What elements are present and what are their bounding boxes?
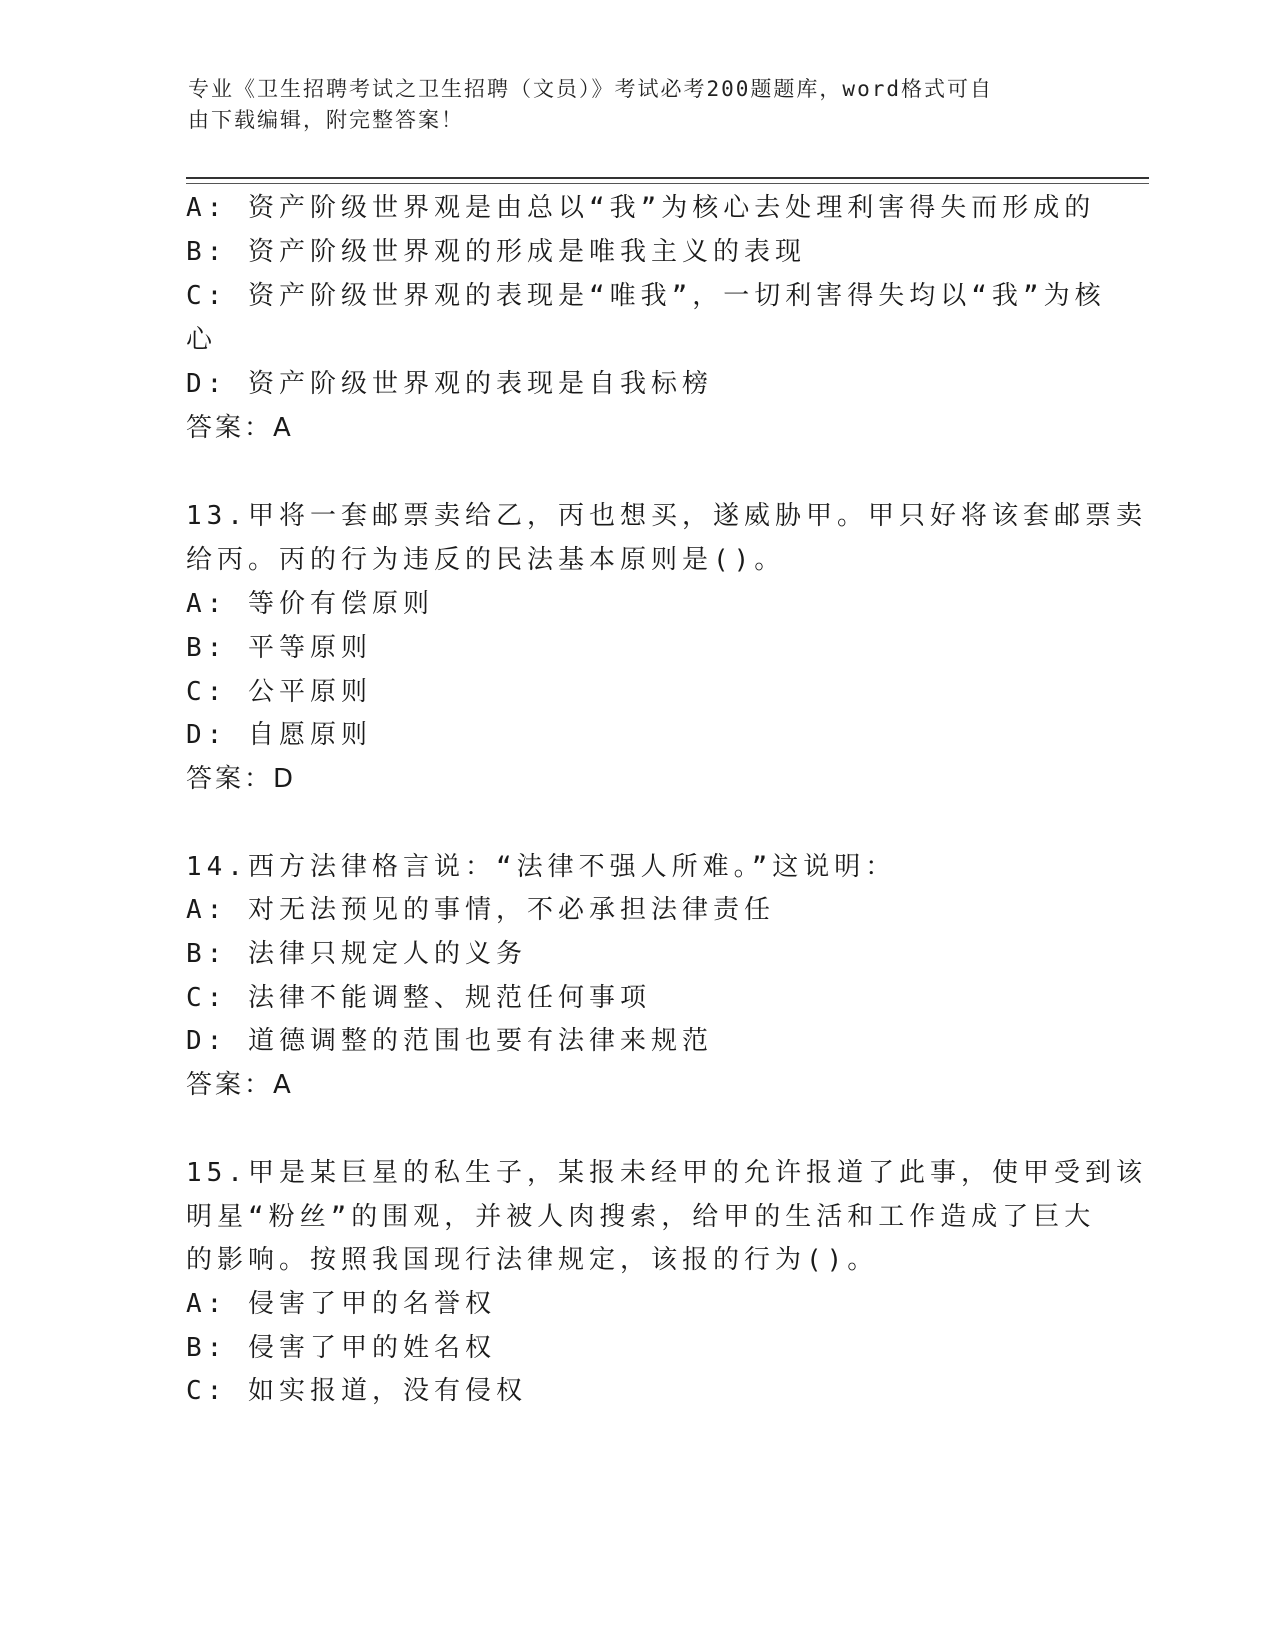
q14-option-b: B: 法律只规定人的义务	[186, 939, 527, 969]
q12-option-a: A: 资产阶级世界观是由总以“我”为核心去处理利害得失而形成的	[186, 193, 1096, 223]
q15-stem-line-2: 明星“粉丝”的围观，并被人肉搜索，给甲的生活和工作造成了巨大	[186, 1202, 1096, 1232]
q13-option-b: B: 平等原则	[186, 633, 372, 663]
q13-option-d: D: 自愿原则	[186, 720, 372, 750]
q13-stem-line-2: 给丙。丙的行为违反的民法基本原则是()。	[186, 545, 786, 575]
q15-option-c: C: 如实报道，没有侵权	[186, 1376, 527, 1406]
q12-option-c-line-2: 心	[186, 325, 218, 355]
q15-option-a: A: 侵害了甲的名誉权	[186, 1289, 496, 1319]
q14-stem: 14.西方法律格言说：“法律不强人所难。”这说明：	[186, 852, 897, 882]
q13-option-a: A: 等价有偿原则	[186, 589, 434, 619]
q14-option-a: A: 对无法预见的事情，不必承担法律责任	[186, 895, 775, 925]
q15-option-b: B: 侵害了甲的姓名权	[186, 1333, 496, 1363]
q14-answer: 答案：A	[186, 1070, 294, 1100]
q14-option-d: D: 道德调整的范围也要有法律来规范	[186, 1026, 713, 1056]
q12-option-d: D: 资产阶级世界观的表现是自我标榜	[186, 369, 713, 399]
q14-option-c: C: 法律不能调整、规范任何事项	[186, 983, 651, 1013]
q13-stem-line-1: 13.甲将一套邮票卖给乙，丙也想买，遂威胁甲。甲只好将该套邮票卖	[186, 501, 1147, 531]
q12-option-b: B: 资产阶级世界观的形成是唯我主义的表现	[186, 237, 806, 267]
document-header	[188, 74, 1068, 136]
q15-stem-line-1: 15.甲是某巨星的私生子，某报未经甲的允许报道了此事，使甲受到该	[186, 1158, 1147, 1188]
q12-answer: 答案：A	[186, 413, 294, 443]
q15-stem-line-3: 的影响。按照我国现行法律规定，该报的行为()。	[186, 1245, 879, 1275]
header-divider-thin	[186, 183, 1149, 184]
header-line-2: 由下载编辑，附完整答案！	[188, 108, 464, 132]
q13-answer: 答案：D	[186, 764, 297, 794]
q13-option-c: C: 公平原则	[186, 677, 372, 707]
header-divider-thick	[186, 177, 1149, 179]
header-line-1: 专业《卫生招聘考试之卫生招聘（文员）》考试必考200题题库，word格式可自	[188, 77, 993, 101]
q12-option-c-line-1: C: 资产阶级世界观的表现是“唯我”，一切利害得失均以“我”为核	[186, 281, 1106, 311]
